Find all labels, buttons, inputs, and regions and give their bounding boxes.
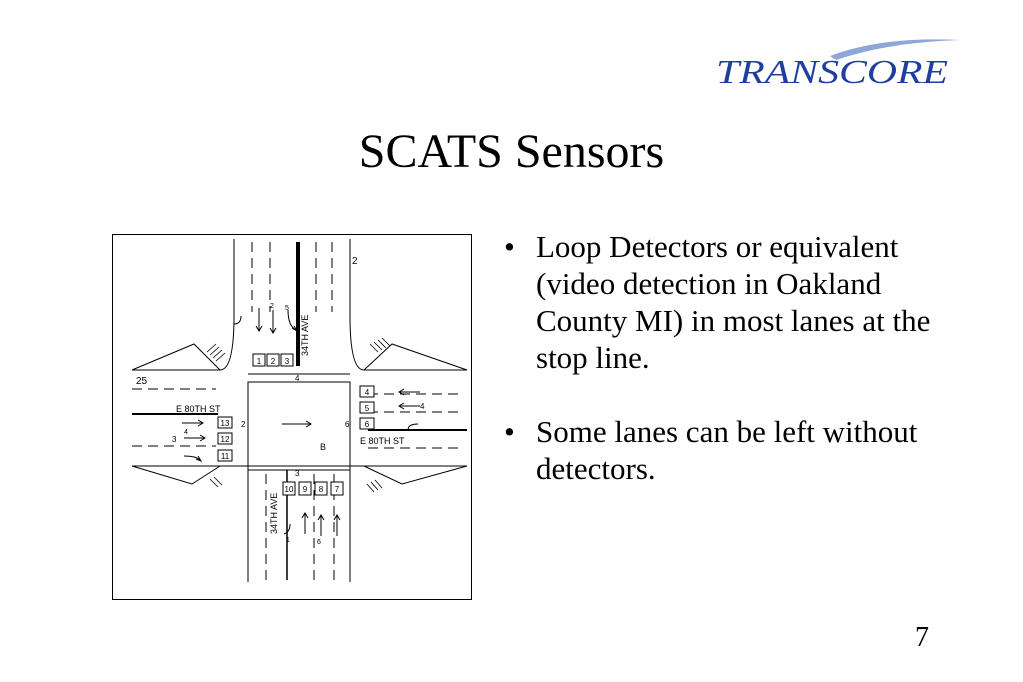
arrow-label: 4 [184, 429, 188, 436]
detector-label: 12 [220, 435, 230, 444]
page-number: 7 [915, 622, 929, 653]
detector-label: 5 [364, 404, 370, 413]
street-label-north: 34TH AVE [300, 314, 310, 356]
approach-label: 25 [136, 376, 148, 387]
arrow-label: 5 [285, 305, 289, 312]
bullet-list [500, 228, 940, 524]
slide-title: SCATS Sensors [358, 125, 665, 178]
arrow-label: 1 [286, 537, 290, 544]
detector-label: 3 [284, 357, 290, 366]
logo-wordmark: TRANSCORE [716, 54, 949, 91]
north-detectors [253, 354, 293, 366]
detector-label: 8 [318, 485, 324, 494]
arrow-label: 3 [172, 435, 177, 444]
detector-label: 11 [220, 452, 230, 461]
diagram-frame [113, 235, 472, 600]
center-label: B [320, 442, 327, 452]
stop-label: 4 [295, 374, 300, 383]
intersection-diagram [112, 234, 472, 600]
arrow-label: 6 [317, 539, 321, 546]
bullet-item [500, 228, 940, 376]
detector-label: 4 [364, 388, 370, 397]
east-detectors [360, 386, 374, 429]
stop-label: 3 [295, 469, 300, 478]
street-label-south: 34TH AVE [269, 492, 279, 534]
bullet-dot-icon: • [504, 229, 515, 264]
detector-label: 6 [364, 420, 370, 429]
street-label-west: E 80TH ST [176, 404, 221, 414]
detector-label: 7 [334, 485, 340, 494]
arrow-label: 4 [420, 402, 425, 411]
bullet-item [500, 413, 940, 487]
bullet-text: Some lanes can be left without detectors. [536, 414, 918, 486]
side-label: 2 [241, 420, 246, 429]
street-label-east: E 80TH ST [360, 436, 405, 446]
detector-label: 1 [256, 357, 262, 366]
corner-label: 2 [352, 256, 358, 267]
bullet-text: Loop Detectors or equivalent (video detection in Oakland County MI) in most lanes at the stop line. [536, 229, 931, 375]
bullet-dot-icon: • [504, 414, 515, 449]
detector-label: 9 [302, 485, 308, 494]
transcore-logo [712, 36, 962, 96]
detector-label: 13 [220, 419, 230, 428]
west-detectors [218, 417, 232, 461]
side-label: 6 [345, 420, 350, 429]
detector-label: 10 [284, 485, 294, 494]
detector-label: 2 [270, 357, 276, 366]
arrow-label: 2 [270, 303, 274, 310]
